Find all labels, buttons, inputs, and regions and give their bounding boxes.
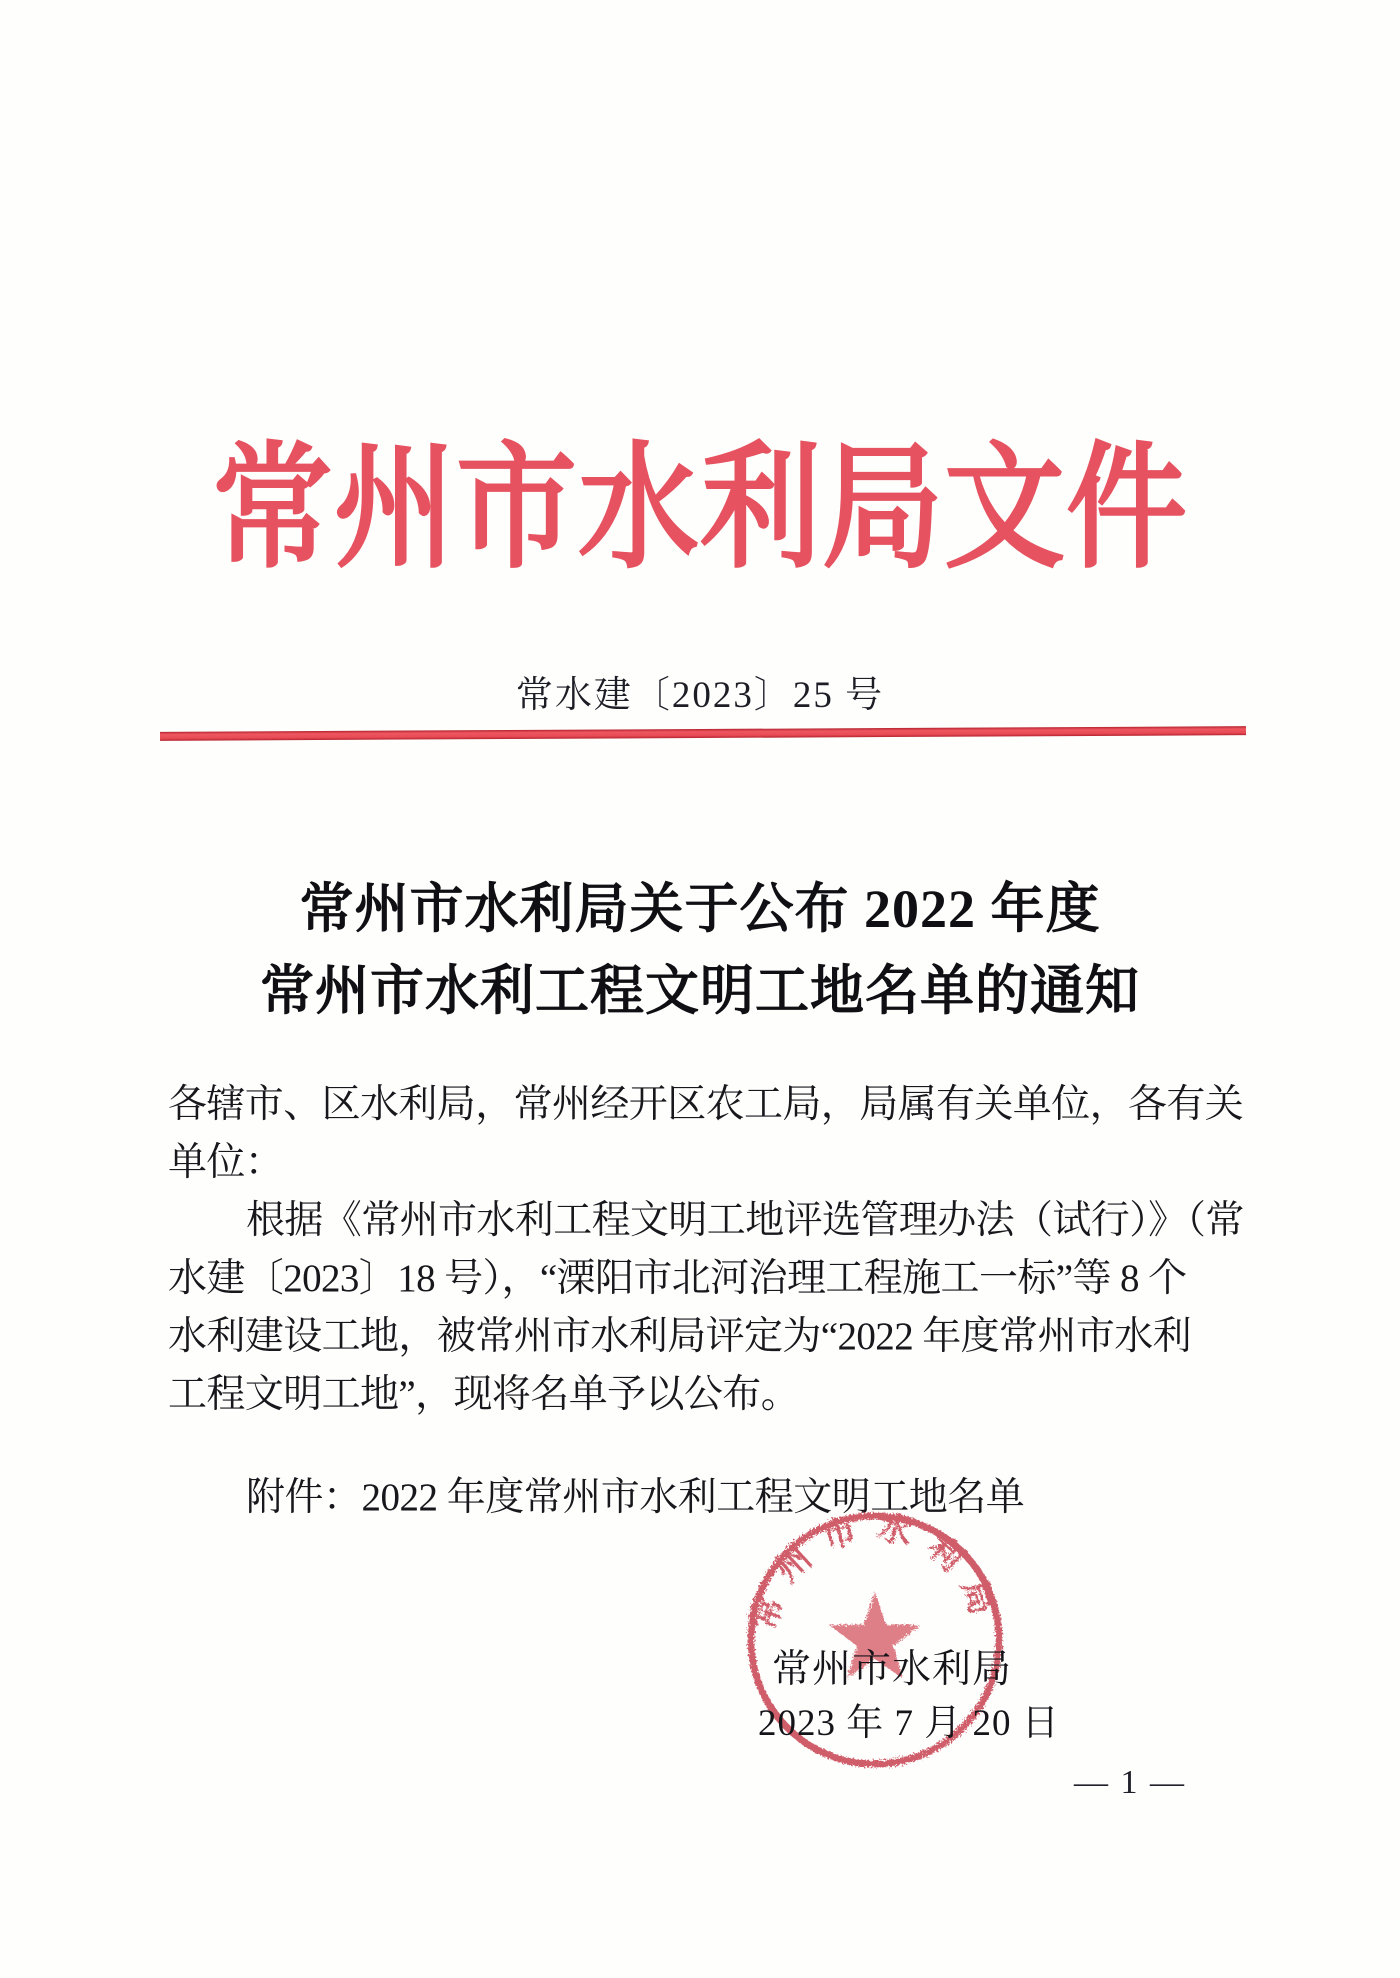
body-line: 根据《常州市水利工程文明工地评选管理办法（试行）》（常	[246, 1199, 1244, 1242]
body-line: 各辖市、区水利局，常州经开区农工局，局属有关单位，各有关	[168, 1083, 1244, 1126]
red-divider-rule	[160, 726, 1246, 741]
signature-date: 2023 年 7 月 20 日	[758, 1703, 1060, 1744]
masthead-title: 常州市水利局文件	[211, 434, 1188, 586]
body-text	[168, 1076, 1243, 1424]
page-number: — 1 —	[1074, 1764, 1186, 1801]
body-line: 工程文明工地”，现将名单予以公布。	[168, 1373, 800, 1416]
document-title-line-2: 常州市水利工程文明工地名单的通知	[260, 961, 1140, 1021]
body-line: 单位：	[168, 1141, 284, 1184]
seal-arc-text: 常州市水利局	[744, 1508, 1006, 1635]
doc-number: 常水建〔2023〕25 号	[515, 675, 885, 716]
signature-organization: 常州市水利局	[772, 1648, 1013, 1691]
body-line: 水利建设工地，被常州市水利局评定为“2022 年度常州市水利	[168, 1315, 1192, 1358]
attachment-line: 附件：2022 年度常州市水利工程文明工地名单	[246, 1476, 1025, 1519]
body-line: 水建〔2023〕18 号），“溧阳市北河治理工程施工一标”等 8 个	[168, 1257, 1187, 1300]
document-title-line-1: 常州市水利局关于公布 2022 年度	[299, 879, 1101, 939]
